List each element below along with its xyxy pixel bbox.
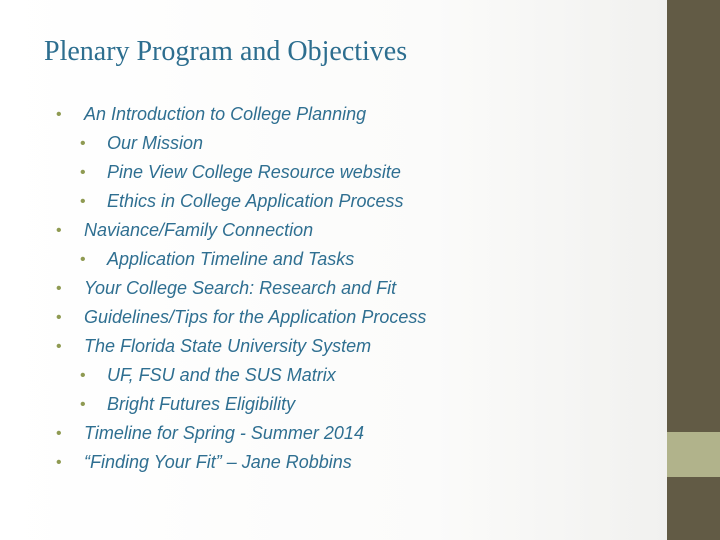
slide-title: Plenary Program and Objectives [44,36,408,67]
sub-bullet-text: Pine View College Resource website [107,162,401,182]
bullet-text: Guidelines/Tips for the Application Process [84,307,427,327]
sub-bullet-text: Application Timeline and Tasks [107,249,355,269]
bullet-icon: • [56,280,62,297]
bullet-icon: • [56,425,62,442]
bullet-icon: • [56,309,62,326]
bullet-icon: • [80,193,86,210]
sub-bullet-text: Ethics in College Application Process [107,191,404,211]
bullet-text: Your College Search: Research and Fit [84,278,397,298]
bullet-icon: • [56,222,62,239]
bullet-text: An Introduction to College Planning [84,104,367,124]
bullet-icon: • [56,454,62,471]
sub-bullet-text: UF, FSU and the SUS Matrix [107,365,336,385]
sub-bullet-text: Bright Futures Eligibility [107,394,296,414]
sidebar-accent-block [667,432,720,477]
bullet-icon: • [56,106,62,123]
bullet-text: The Florida State University System [84,336,372,356]
bullet-icon: • [80,135,86,152]
decorative-sidebar [667,0,720,540]
bullet-icon: • [80,251,86,268]
bullet-text: “Finding Your Fit” – Jane Robbins [84,452,352,472]
bullet-icon: • [80,396,86,413]
bullet-text: Naviance/Family Connection [84,220,314,240]
bullet-text: Timeline for Spring - Summer 2014 [84,423,364,443]
sub-bullet-text: Our Mission [107,133,204,153]
bullet-icon: • [80,164,86,181]
bullet-icon: • [56,338,62,355]
bullet-icon: • [80,367,86,384]
